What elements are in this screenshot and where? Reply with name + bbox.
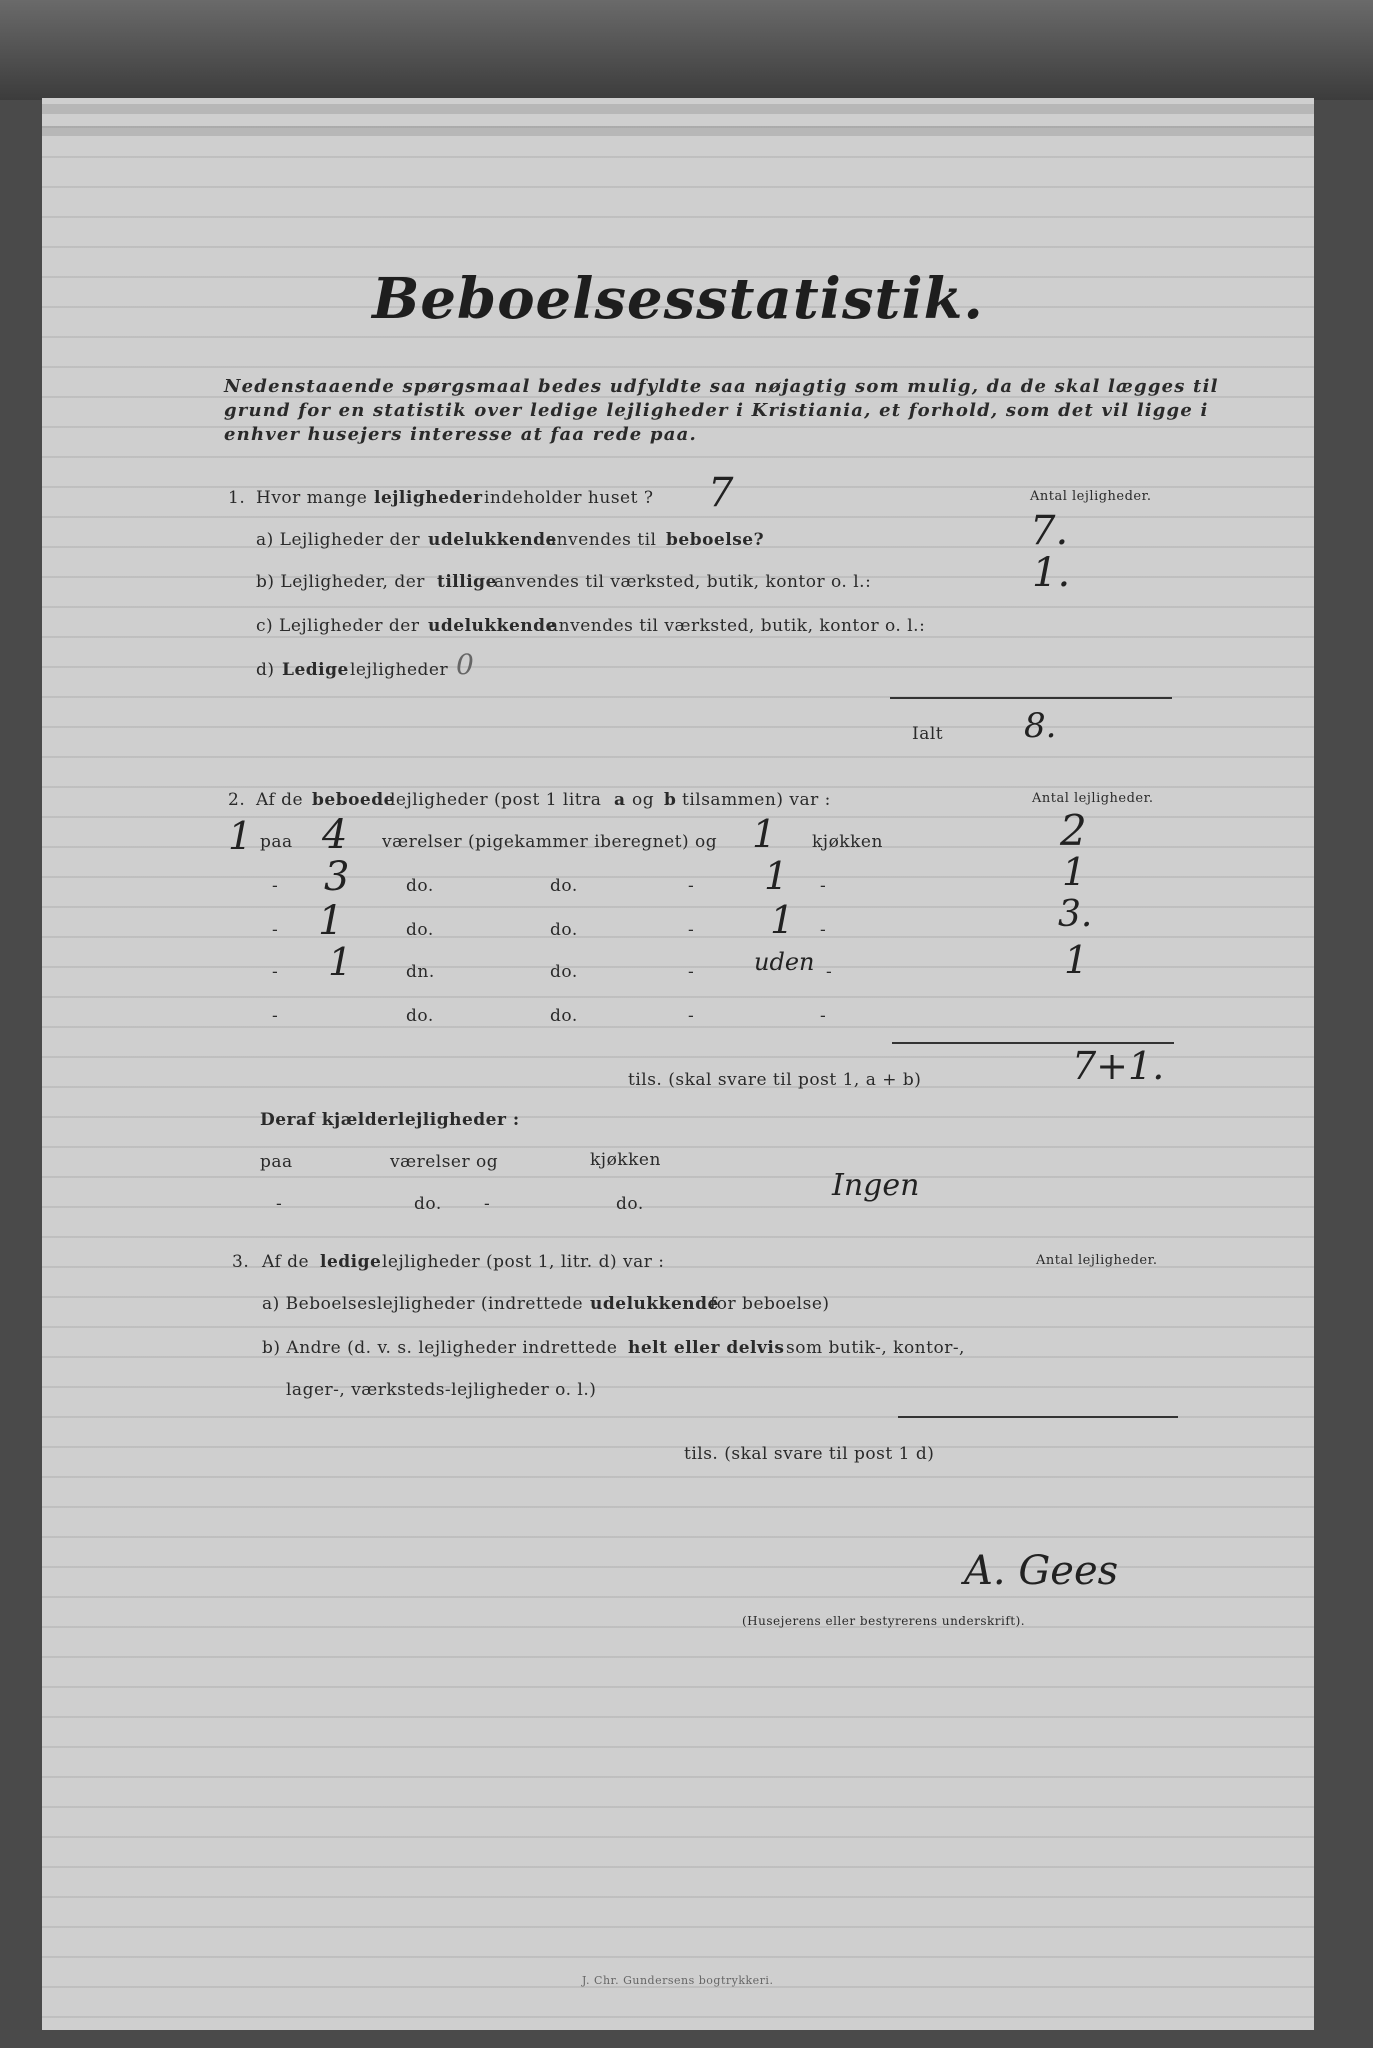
q3b-text-line2: lager-, værksteds-lejligheder o. l.) — [286, 1380, 597, 1400]
q2-row4-dn: dn. — [406, 962, 435, 982]
q3a-text-bold: udelukkende — [590, 1294, 719, 1314]
q2-row3-kitchens: 1 — [770, 898, 795, 942]
q3b-text-bold: helt eller delvis — [628, 1338, 785, 1358]
q2-tils-answer: 7+1. — [1072, 1044, 1165, 1088]
q2-row4-dash2: - — [688, 962, 695, 982]
q2-row2-rooms: 3 — [324, 854, 350, 900]
q1b-answer: 1. — [1032, 550, 1071, 596]
deraf-do2: do. — [616, 1194, 644, 1214]
q2-row2-kitchens: 1 — [764, 854, 789, 898]
q1a-text-bold: udelukkende — [428, 530, 557, 550]
q3a-text-post: for beboelse) — [710, 1294, 830, 1314]
q2-row3-do1: do. — [406, 920, 434, 940]
q2-text-pre: Af de — [256, 790, 304, 810]
q2-row2-do2: do. — [550, 876, 578, 896]
q1c-text-bold: udelukkende — [428, 616, 557, 636]
q2-row3-dash: - — [272, 920, 279, 940]
q2-row5-dash3: - — [820, 1006, 827, 1026]
deraf-answer: Ingen — [832, 1168, 920, 1203]
deraf-paa: paa — [260, 1152, 293, 1172]
q2-kjokken-text: kjøkken — [812, 832, 883, 852]
q1b-text-pre: b) Lejligheder, der — [256, 572, 425, 592]
q2-row3-rooms: 1 — [318, 898, 344, 944]
q1-text-post: indeholder huset ? — [484, 488, 654, 508]
deraf-dash2: - — [484, 1194, 491, 1214]
deraf-dash1: - — [276, 1194, 283, 1214]
q2-text-og: og — [632, 790, 655, 810]
q1d-answer: 0 — [456, 648, 474, 681]
q2-row2-do1: do. — [406, 876, 434, 896]
q2-row4-rooms: 1 — [328, 940, 353, 984]
q1-total-label: Ialt — [912, 724, 944, 744]
sum-rule — [890, 697, 1172, 699]
q1-total-answer: 8. — [1024, 706, 1057, 746]
q2-row5-dash2: - — [688, 1006, 695, 1026]
q2-row2-dash3: - — [820, 876, 827, 896]
q1c-text-post: anvendes til værksted, butik, kontor o. l.: — [548, 616, 926, 636]
q2-row1-kitchens: 1 — [752, 812, 777, 856]
intro-paragraph: Nedenstaaende spørgsmaal bedes udfyldte saa nøjagtig som mulig, da de skal lægges til grund for en statistik over ledige lejligheder i Kristiania, et forhold, som det vil ligge i enhver husejers interesse at faa rede paa. — [224, 376, 1219, 445]
q3b-text-pre: b) Andre (d. v. s. lejligheder indrettede — [262, 1338, 618, 1358]
q2-text-b: b — [664, 790, 677, 810]
q3-tils-label: tils. (skal svare til post 1 d) — [684, 1444, 935, 1464]
q2-text-bold: beboede — [312, 790, 395, 810]
header-band — [42, 104, 1314, 114]
form-title: Beboelsesstatistik. — [372, 266, 984, 332]
col-header-antal: Antal lejligheder. — [1032, 791, 1154, 806]
q1b-text-bold: tillige — [437, 572, 497, 592]
q2-row5-dash: - — [272, 1006, 279, 1026]
q2-row5-do2: do. — [550, 1006, 578, 1026]
q3-number: 3. — [232, 1252, 250, 1272]
q1a-answer: 7. — [1030, 508, 1069, 554]
signature-caption: (Husejerens eller bestyrerens underskrift). — [742, 1614, 1026, 1628]
q2-row4-count: 1 — [1064, 938, 1089, 982]
q1d-text-pre: d) — [256, 660, 275, 680]
q1-text-bold: lejligheder — [374, 488, 483, 508]
q2-tils-label: tils. (skal svare til post 1, a + b) — [628, 1070, 922, 1090]
q1a-text-bold2: beboelse? — [666, 530, 765, 550]
q2-row3-dash2: - — [688, 920, 695, 940]
q2-row4-dash: - — [272, 962, 279, 982]
q3-text-bold: ledige — [320, 1252, 382, 1272]
q1a-text-pre: a) Lejligheder der — [256, 530, 421, 550]
q2-row1-count: 2 — [1060, 806, 1087, 855]
q1d-text-bold: Ledige — [282, 660, 349, 680]
q2-row4-kitchens: uden — [754, 948, 815, 976]
scanner-frame — [0, 0, 1373, 100]
q1b-text-post: anvendes til værksted, butik, kontor o. l.: — [494, 572, 872, 592]
q2-vaerelser-text: værelser (pigekammer iberegnet) og — [382, 832, 718, 852]
q1d-text-post: lejligheder — [350, 660, 449, 680]
q2-text-post: tilsammen) var : — [682, 790, 831, 810]
handwritten-signature: A. Gees — [964, 1548, 1119, 1594]
q3-text-pre: Af de — [262, 1252, 310, 1272]
q2-row3-dash3: - — [820, 920, 827, 940]
q2-number: 2. — [228, 790, 246, 810]
q2-row2-dash2: - — [688, 876, 695, 896]
header-band — [42, 126, 1314, 136]
q2-row1-rooms: 4 — [322, 812, 348, 858]
q2-row2-count: 1 — [1062, 850, 1087, 894]
deraf-do1: do. — [414, 1194, 442, 1214]
sum-rule — [898, 1416, 1178, 1418]
q2-row3-count: 3. — [1058, 894, 1093, 935]
q3a-text-pre: a) Beboelseslejligheder (indrettede — [262, 1294, 584, 1314]
deraf-label: Deraf kjælderlejligheder : — [260, 1110, 520, 1130]
form-page — [42, 98, 1314, 2030]
q1-number: 1. — [228, 488, 246, 508]
q1-text-pre: Hvor mange — [256, 488, 368, 508]
q2-row4-do2: do. — [550, 962, 578, 982]
q2-row4-dash3: - — [826, 962, 833, 982]
q2-text-mid: lejligheder (post 1 litra — [390, 790, 602, 810]
q2-text-a: a — [614, 790, 626, 810]
q1c-text-pre: c) Lejligheder der — [256, 616, 420, 636]
col-header-antal: Antal lejligheder. — [1030, 489, 1152, 504]
deraf-vaerelser: værelser og — [390, 1152, 499, 1172]
deraf-kjokken: kjøkken — [590, 1150, 661, 1170]
printer-imprint: J. Chr. Gundersens bogtrykkeri. — [582, 1974, 774, 1987]
q3-text-post: lejligheder (post 1, litr. d) var : — [382, 1252, 665, 1272]
q2-row5-do1: do. — [406, 1006, 434, 1026]
q1-answer: 7 — [708, 470, 734, 516]
q2-row2-dash: - — [272, 876, 279, 896]
q2-paa: paa — [260, 832, 293, 852]
q2-row3-do2: do. — [550, 920, 578, 940]
q3b-text-post: som butik-, kontor-, — [786, 1338, 965, 1358]
col-header-antal: Antal lejligheder. — [1036, 1253, 1158, 1268]
q1a-text-mid: anvendes til — [546, 530, 657, 550]
q2-row1-lead: 1 — [228, 814, 253, 858]
